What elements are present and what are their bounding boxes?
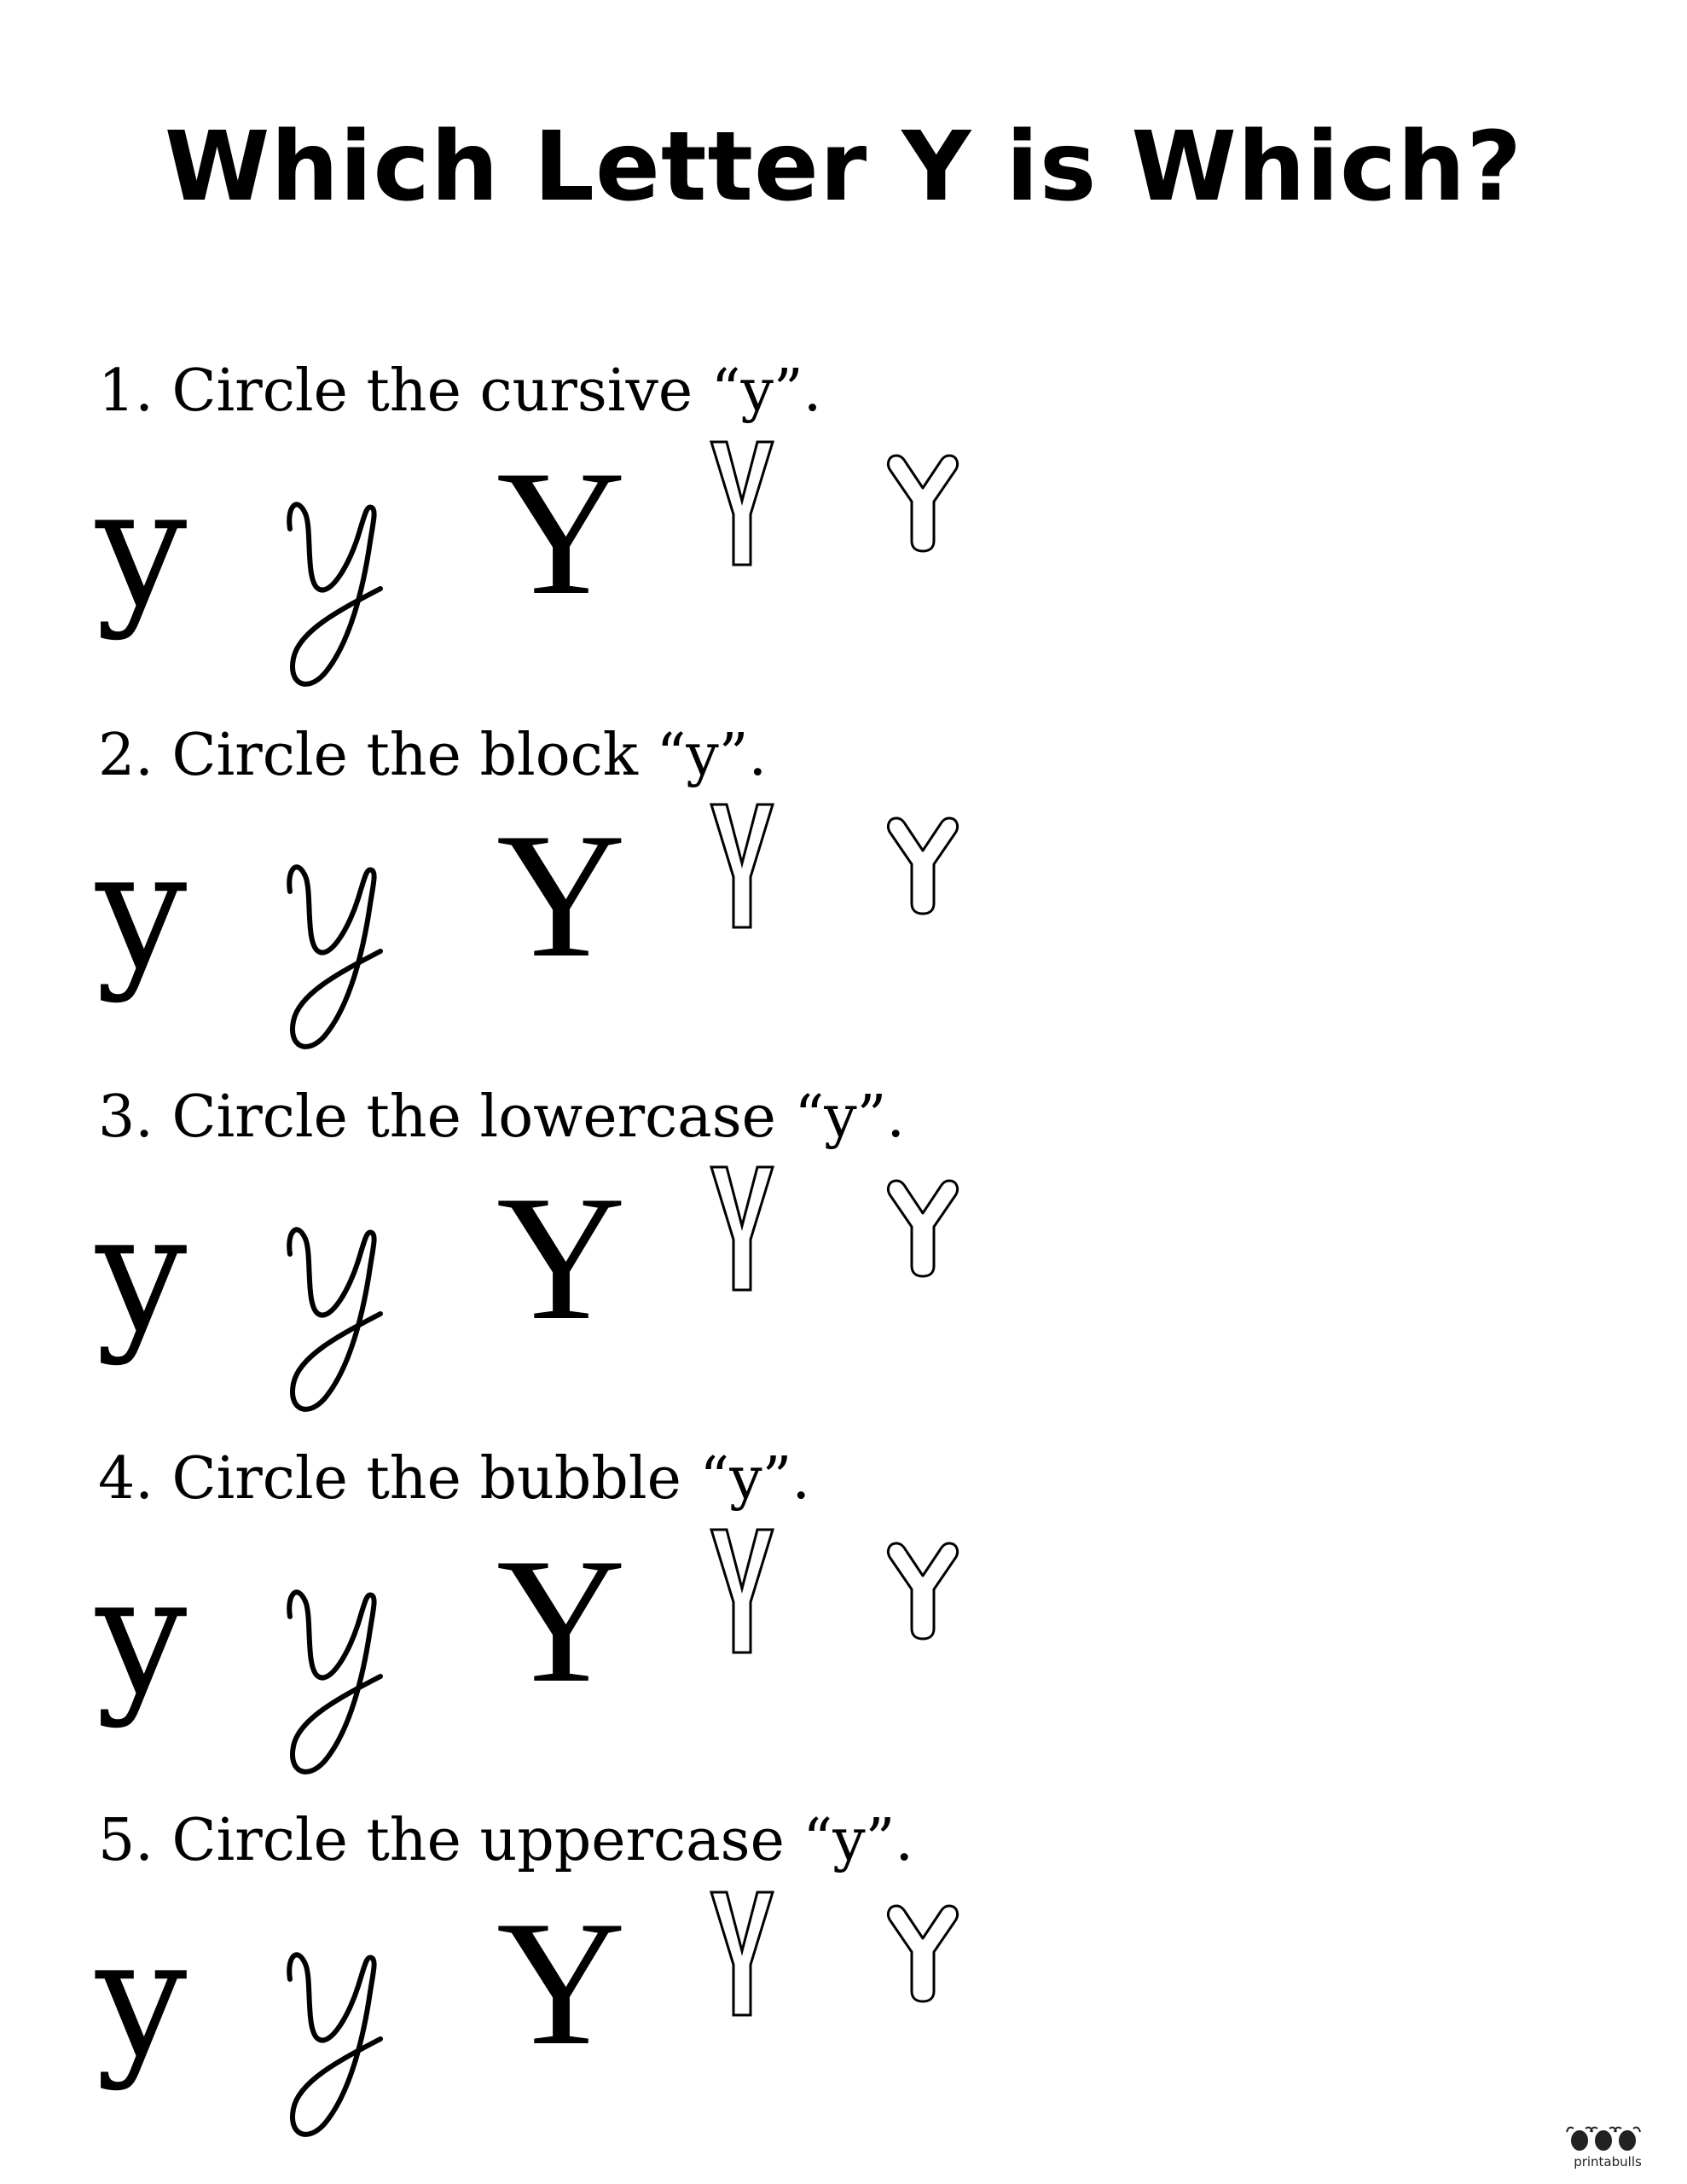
serif-uppercase-y[interactable]: Y xyxy=(496,434,626,632)
block-y-icon[interactable] xyxy=(708,1527,776,1655)
serif-lowercase-y[interactable]: y xyxy=(96,816,188,1005)
bubble-y-icon[interactable] xyxy=(884,452,961,555)
worksheet-title: Which Letter Y is Which? xyxy=(164,112,1523,223)
serif-lowercase-y[interactable]: y xyxy=(96,1904,188,2093)
bull-heads-icon xyxy=(1557,2120,1659,2154)
letter-row-4 xyxy=(0,1522,1687,1804)
block-y-icon[interactable] xyxy=(708,802,776,930)
question-1-label: 1. Circle the cursive “y”. xyxy=(98,357,822,425)
bubble-y-icon[interactable] xyxy=(884,1177,961,1280)
block-y-icon[interactable] xyxy=(708,439,776,567)
letter-row-3 xyxy=(0,1159,1687,1442)
bubble-y-icon[interactable] xyxy=(884,815,961,917)
serif-lowercase-y[interactable]: y xyxy=(96,1179,188,1368)
cursive-y-icon[interactable] xyxy=(271,1911,399,2141)
cursive-y-icon[interactable] xyxy=(271,461,399,691)
cursive-y-icon[interactable] xyxy=(271,823,399,1054)
logo-text: printabulls xyxy=(1574,2154,1642,2169)
cursive-y-icon[interactable] xyxy=(271,1548,399,1779)
block-y-icon[interactable] xyxy=(708,1890,776,2018)
block-y-icon[interactable] xyxy=(708,1165,776,1292)
serif-lowercase-y[interactable]: y xyxy=(96,454,188,642)
serif-uppercase-y[interactable]: Y xyxy=(496,1159,626,1357)
question-5-label: 5. Circle the uppercase “y”. xyxy=(98,1807,913,1874)
cursive-y-icon[interactable] xyxy=(271,1186,399,1416)
bubble-y-icon[interactable] xyxy=(884,1902,961,2005)
question-3-label: 3. Circle the lowercase “y”. xyxy=(98,1083,906,1151)
question-4-label: 4. Circle the bubble “y”. xyxy=(98,1445,810,1513)
letter-row-1 xyxy=(0,434,1687,717)
letter-row-2 xyxy=(0,797,1687,1079)
letter-row-5 xyxy=(0,1885,1687,2167)
serif-uppercase-y[interactable]: Y xyxy=(496,1522,626,1720)
printabulls-logo xyxy=(1557,2120,1659,2173)
bubble-y-icon[interactable] xyxy=(884,1540,961,1642)
question-2-label: 2. Circle the block “y”. xyxy=(98,722,768,789)
serif-lowercase-y[interactable]: y xyxy=(96,1542,188,1730)
serif-uppercase-y[interactable]: Y xyxy=(496,797,626,995)
serif-uppercase-y[interactable]: Y xyxy=(496,1885,626,2082)
